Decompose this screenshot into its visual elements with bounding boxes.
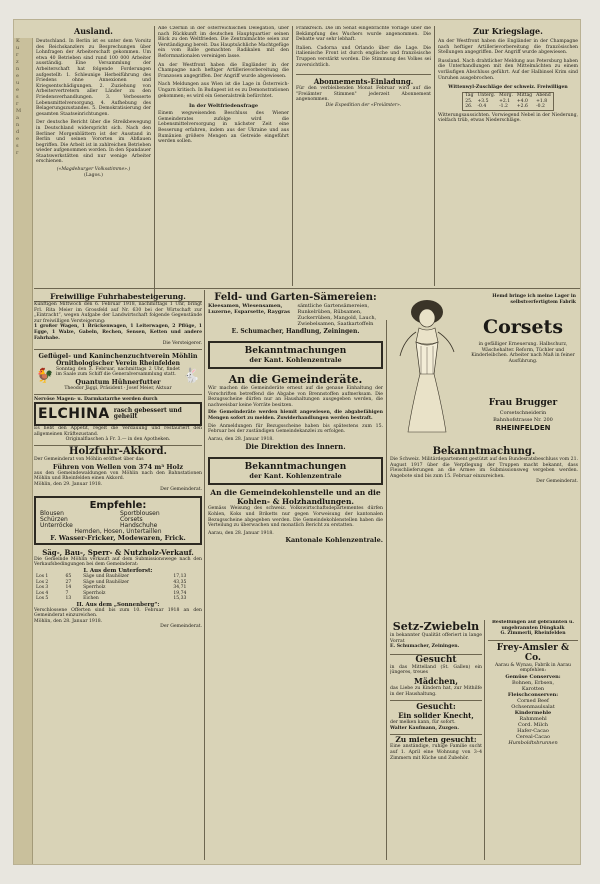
spine-letter: e xyxy=(16,73,19,79)
corsets-text: in gefälliger Erneuerung. Halbschurz, Wäschehalter. Reform, Tüchler und Kinderleibchen. Arbeiter nach Maß in feiner Ausführung. xyxy=(471,342,575,364)
spine-letter: M xyxy=(16,108,22,114)
news-note: (Lagos.) xyxy=(84,172,103,178)
gesucht-text-2: das Liebe zu Kindern hat, zur Mithilfe in der Haushaltung. xyxy=(390,685,482,697)
corsets-shop: Frau Brugger xyxy=(488,398,558,408)
empfehle-ad xyxy=(34,496,202,545)
spine-letter: r xyxy=(16,101,19,107)
subscription-notice xyxy=(296,74,431,108)
corsets-trade: Corsetschneiderin xyxy=(499,410,547,416)
corsets-city: RHEINFELDEN xyxy=(495,424,551,432)
frey-place: Aarau & Wynau, Fabrik in Aarau xyxy=(494,662,572,668)
seeds-body xyxy=(208,303,383,327)
notice-title: Bekanntmachungen xyxy=(244,462,347,473)
wood-title: Holzfuhr-Akkord. xyxy=(69,445,167,457)
frey-product: Ochsenmaulsalat xyxy=(511,703,555,710)
councils-title: An die Gemeinderäte. xyxy=(228,373,363,386)
bekannt-text: Die Schweiz. Militärdepartement gestützt auf den Bundesratsbeschluss vom 21. August 1917 über die Verpflegung der Truppen macht bekannt, dass Fleischlieferungen an die Armee im Submissionsweg vergeben werden. Angebote sind bis zum 15. Februar einzureichen. xyxy=(390,457,578,479)
column-rule xyxy=(386,320,387,860)
rent-text: Eine anständige, ruhige Familie sucht auf 1. April eine Wohnung von 3–4 Zimmern mit Küche und Zubehör. xyxy=(390,744,482,761)
corset-lady-illustration xyxy=(392,296,462,436)
table-cell: +2.1 xyxy=(499,98,511,104)
councils-date: Aarau, den 28. Januar 1918. xyxy=(208,436,274,442)
table-cell: Säge und Bauhölzer xyxy=(83,579,130,585)
saw-title: Säg-, Bau-, Sperr- & Nutzholz-Verkauf. xyxy=(42,547,194,557)
table-cell: Sperrholz xyxy=(83,590,106,596)
saw-ad xyxy=(34,548,202,630)
elchina-text: Es hebt den Appetit, regelt die Verdauung und restauriert den allgemeinen Kräftezustand. xyxy=(34,426,202,437)
fertilizer-title: Bestellungen auf gebrannten u. ungebrannten Düngkalk xyxy=(492,620,574,631)
saw-text: Die Gemeinde Möhlin verkauft auf dem Submissionswege nach den Verkaufsbedingungen bei dem Gemeinderat: xyxy=(34,556,202,568)
wood-bold: Führen von Wellen von 374 m³ Holz xyxy=(52,462,184,471)
spine-letter: n xyxy=(16,66,20,72)
frey-product: Rahmmehl xyxy=(519,715,547,722)
spine-letter: d xyxy=(16,129,20,135)
news-column-3 xyxy=(296,26,431,109)
table-cell: Los 1 xyxy=(36,574,49,580)
frey-ad xyxy=(488,640,578,746)
news-column-4 xyxy=(438,26,578,124)
coalwood-date: Aarau, den 28. Januar 1918. xyxy=(208,530,274,536)
rent-title: Zu mieten gesucht: xyxy=(390,734,482,744)
auction-items: 1 großer Wagen, 1 Brückenwagen, 1 Leiterwagen, 2 Pflüge, 1 Egge, 1 Walze, Gabeln, Rechen, Sensen, Ketten und andere Fahrhabe. xyxy=(34,324,202,341)
poultry-product: Quantum Hühnerfutter xyxy=(75,377,161,386)
table-cell: Sperrholz xyxy=(83,585,106,591)
saw-subheading: I. Aus dem Unterforst: xyxy=(83,568,153,575)
notice-subtitle: der Kant. Kohlenzentrale xyxy=(249,472,342,481)
table-cell: -0.2 xyxy=(536,104,545,110)
frey-title: Frey-Amsler & Co. xyxy=(496,642,570,663)
saw-signer: Der Gemeinderat. xyxy=(160,624,202,630)
news-paragraph: Einem wegweisenden Beschluss des Wiener Gemeinderates zufolge wird die Lebensmittelversorgung in nächster Zeit eine Besserung erfahren, indem aus der Ukraine und aus Rumänien größere Mengen an Getreide eingeführt werden sollen. xyxy=(158,111,289,145)
frey-product: Cord. Milch xyxy=(518,721,548,728)
table-cell: 25. xyxy=(465,98,473,104)
table-cell: -1.2 xyxy=(499,104,508,110)
gesucht2-title: Gesucht: xyxy=(390,700,482,711)
list-item: Schürzen xyxy=(40,515,68,523)
frey-product: Corned Beef xyxy=(517,697,549,704)
gesucht2-contact: Walter Kaufmann, Zuzgen. xyxy=(390,725,459,731)
table-cell: 17,13 xyxy=(173,574,187,580)
spine-letter: a xyxy=(16,115,19,121)
frey-product: Gemüse Conserven: xyxy=(505,673,561,680)
corsets-address: Bahnhofstrasse Nr. 200 xyxy=(493,417,553,423)
list-item: Sportblousen xyxy=(120,509,160,517)
onions-vendor: E. Schumacher, Zeiningen. xyxy=(390,644,460,650)
news-paragraph: Italien. Cadorna und Orlando über die Lage. Die italienische Front ist durch englische und französische Truppen verstärkt worden. Die Stimmung des Volkes sei zuversichtlich. xyxy=(296,45,431,68)
frey-product: Fleischconserven: xyxy=(507,691,559,698)
frey-intro: empfehlen: xyxy=(519,668,547,674)
elchina-price: Originalflaschen à Fr. 3.— in den Apotheken. xyxy=(65,437,171,443)
news-column-2 xyxy=(158,26,289,145)
seeds-vendor: E. Schumacher, Handlung, Zeiningen. xyxy=(231,328,360,335)
weather-forecast: Witterungsaussichten. Vorwiegend Nebel in der Niederung, vielfach trüb, etwas Niederschläge. xyxy=(438,112,578,124)
table-cell: +3.5 xyxy=(477,98,489,104)
temperature-table xyxy=(462,92,553,111)
empfehle-shop-line xyxy=(40,535,196,541)
news-paragraph: Der deutsche Bericht über die Streikbewegung in Deutschland widerspricht sich. Nach den Berliner Morgenblättern ist der Ausstand in Berlin und seinen Vororten im Abflauen begriffen. Die Arbeit ist in zahlreichen Betrieben wieder aufgenommen worden. In den Spandauer Staatswerkstätten sind nur wenige Arbeiter erschienen. xyxy=(36,120,151,165)
gesucht2-role: Ein solider Knecht, xyxy=(398,711,474,721)
poultry-title: Geflügel- und Kaninchenzuchtverein Möhlin xyxy=(38,351,198,360)
column-rule xyxy=(204,290,205,860)
auction-title: Freiwillige Fuhrhabesteigerung. xyxy=(34,292,202,302)
table-cell: 26. xyxy=(465,104,473,110)
wood-text-2: aus den Gemeindewaldungen von Möhlin nach den Bahnstationen Möhlin und Rheinfelden einen Akkord. xyxy=(34,470,202,482)
wood-text: Der Gemeinderat von Möhlin eröffnet über das xyxy=(34,456,144,462)
notice-coal-1 xyxy=(208,341,383,369)
column-rule xyxy=(292,26,293,286)
councils-paragraph: Die Anmeldungen für Bezugsscheine haben bis spätestens zum 15. Februar bei der zuständigen Gemeindekanzlei zu erfolgen. xyxy=(208,423,383,435)
table-row xyxy=(463,104,553,110)
frey-product: Karotten xyxy=(521,685,545,692)
table-cell: 27 xyxy=(65,579,72,585)
gesucht-title: Gesucht xyxy=(390,654,482,665)
spine-letter: s xyxy=(16,94,19,100)
table-cell: 14 xyxy=(65,585,72,591)
ads-middle-column xyxy=(208,292,383,544)
spine-letter: u xyxy=(16,80,20,86)
poultry-text: Sonntag den 3. Februar, nachmittags 2 Uhr, findet im Saale zum Schiff die Generalversammlung statt. xyxy=(56,366,180,378)
table-cell: Los 2 xyxy=(36,579,49,585)
poultry-ad xyxy=(34,349,202,395)
ads-right-column xyxy=(390,446,578,485)
rabbit-icon: 🐇 xyxy=(182,367,200,384)
news-paragraph: Alle Czernin in der österreichischen Delegation, über nach Rückkunft im deutschen Hauptquartier seinen Blick zu den Weltfrieden. Die Zentralmächte seien zur Verständigung bereit. Das Hauptsächliche Machtgefüge ein vom Balle gemachten Radikalen mit den Reformnationalen vereinigen lasse. xyxy=(158,26,289,59)
elchina-claim: rasch gebessert und geheilt xyxy=(113,407,182,421)
column-rule xyxy=(484,620,485,860)
coalwood-signer: Kantonale Kohlenzentrale. xyxy=(285,536,383,545)
list-item: Handschuhe xyxy=(120,521,158,529)
gesucht2-text: der melken kann, für sofort. xyxy=(390,720,456,726)
table-cell: +1.8 xyxy=(536,98,548,104)
list-item: Corsets xyxy=(120,515,143,523)
page-spine xyxy=(14,38,33,864)
elchina-intro: Nervöse Magen- u. Darmkatarrhe werden durch xyxy=(34,396,158,402)
wood-date: Möhlin, den 29. Januar 1918. xyxy=(34,481,103,487)
elchina-ad xyxy=(34,402,202,426)
news-source: («Magdeburger Volksstimme».) xyxy=(56,167,131,173)
poultry-contacts: Theodor Jäggi, Präsident · Josef Meier, Aktuar xyxy=(64,385,172,391)
subscription-text: Für den verbleibenden Monat Februar wird auf die "Freiämter Stimmen" jederzeit Abonnement angenommen. xyxy=(296,86,431,103)
spine-letter: s xyxy=(16,143,19,149)
table-cell: +2.6 xyxy=(516,104,528,110)
list-item: Hemden, Hosen, Untertaillen xyxy=(74,527,162,535)
table-cell: 34,71 xyxy=(173,585,187,591)
temperature-table-title: Wittenwyl-Zuschläge der schweiz. Freiwilligen xyxy=(448,85,568,91)
ads-right-sub-left xyxy=(390,620,482,761)
spine-letter: r xyxy=(16,150,19,156)
spine-letter: e xyxy=(16,87,19,93)
table-cell: 13 xyxy=(65,596,72,602)
news-paragraph: An der Westfront haben die Engländer in der Champagne nach heftiger Artillerievorbereitung die Franzosen angegriffen. Der Angriff wurde abgewiesen. xyxy=(158,62,289,79)
poultry-subtitle: Ornithologischer Verein Rheinfelden xyxy=(56,359,180,367)
spine-letter: e xyxy=(16,136,19,142)
onions-text: in bekannter Qualität offeriert in lange Vorrat xyxy=(390,633,482,644)
spine-letter: r xyxy=(16,52,19,58)
spine-letter: z xyxy=(16,59,19,65)
table-cell: Eichen xyxy=(83,596,99,602)
news-paragraph: An der Westfront haben die Engländer in der Champagne nach heftiger Artillerievorbereitung die französischen Stellungen angegriffen. Der Angriff wurde abgewiesen. xyxy=(438,39,578,56)
table-cell: 15,33 xyxy=(173,596,187,602)
seeds-list-right: sämtliche Gartensämereien, Runkelrüben, Rübsamen, Zuckerrüben, Mangold, Lauch, Zwiebelsamen, Saatkartoffeln xyxy=(297,303,377,327)
list-item: Unterröcke xyxy=(40,521,73,529)
empfehle-city: Modewaren, Frick. xyxy=(117,533,186,542)
section-heading: Zur Kriegslage. xyxy=(473,26,543,36)
section-rule xyxy=(34,288,580,289)
frey-product: Kindermehle xyxy=(514,709,552,716)
councils-paragraph: Die Gemeinderäte werden hiemit angewiesen, die abgabefähigen Mengen sofort zu melden. Zuwiderhandlungen werden bestraft. xyxy=(208,410,383,421)
news-paragraph: Nach Meldungen aus Wien ist die Lage in Österreich-Ungarn kritisch. In Budapest ist es zu Demonstrationen gekommen; es wird ein Generalstreik befürchtet. xyxy=(158,82,289,99)
news-paragraph: Deutschland. In Berlin ist es unter dem Vorsitz des Reichskanzlers zu Besprechungen über Lohnfragen der Arbeiterschaft gekommen. Um etwa 40 Betrieben sind rund 100 000 Arbeiter ausständig. Eine Versammlung der Arbeiterschaft hat folgende Forderungen aufgestellt: 1. Schleunige Herbeiführung des Friedens ohne Annexionen und Kriegsentschädigungen. 2. Zuziehung von Arbeitervertretern aller Länder zu den Friedensverhandlungen. 3. Verbesserte Lebensmittelversorgung. 4. Aufhebung des Belagerungszustandes. 5. Demokratisierung der gesamten Staatseinrichtungen. xyxy=(36,39,151,117)
corset-ad xyxy=(390,292,578,442)
saw-subheading-2: II. Aus dem „Sonnenberg“: xyxy=(76,601,160,608)
elchina-brand: ELCHINA xyxy=(38,406,110,423)
table-header: Mittag xyxy=(516,93,533,99)
table-cell: Säge und Bauhölzer xyxy=(83,574,130,580)
saw-text-2: Verschlossene Offerten sind bis zum 10. Februar 1918 an den Gemeinderat einzureichen. xyxy=(34,607,202,619)
empfehle-shop: F. Wasser-Fricker, xyxy=(50,533,116,542)
table-cell: -0.4 xyxy=(477,104,487,110)
table-cell: 43,35 xyxy=(173,579,187,585)
table-cell: 19,74 xyxy=(173,590,187,596)
spine-letter: u xyxy=(16,45,20,51)
spine-letter: n xyxy=(16,122,20,128)
rooster-icon: 🐓 xyxy=(36,367,54,384)
spine-letter: K xyxy=(16,38,20,44)
empfehle-list xyxy=(40,511,196,529)
notice-coal-2 xyxy=(208,457,383,485)
list-item: Blousen xyxy=(40,509,64,517)
table-cell: Los 3 xyxy=(36,585,49,591)
coalwood-text: Gemäss Weisung des schweiz. Volkswirtschaftsdepartementes dürfen Kohlen, Koks und Briketts nur gegen Vorweisung der kantonalen Bezugsscheine abgegeben werden. Die Gemeindekohlenstellen haben die Verteilung zu überwachen und monatlich Bericht zu erstatten. xyxy=(208,506,383,529)
ads-right-sub-right xyxy=(488,620,578,746)
news-column-1 xyxy=(36,26,151,178)
wood-ad xyxy=(34,445,202,493)
onions-title: Setz-Zwiebeln xyxy=(392,620,480,633)
frey-product: Bohnen, Erbsen, xyxy=(511,679,555,686)
frey-footer: Humboldtsbrunnen xyxy=(508,739,558,746)
councils-signer: Die Direktion des Innern. xyxy=(245,442,346,452)
notice-title: Bekanntmachungen xyxy=(244,346,347,356)
section-heading: Ausland. xyxy=(74,26,113,36)
news-paragraph: Frankreich. Die im Senat eingebrachte Vorlage über die Bekämpfung des Wuchers wurde angenommen. Die Debatte war sehr lebhaft. xyxy=(296,26,431,43)
councils-paragraph: Wir machen die Gemeinderäte erneut auf die genaue Einhaltung der Vorschriften betreffend die Abgabe von Brennstoffen aufmerksam. Die Bezugsscheine dürfen nur an Haushaltungen ausgegeben werden, die nachweisbar keine Vorräte besitzen. xyxy=(208,386,383,408)
corset-intro: Hemd bringe ich meine Lager in selbstverfertigtem Fabrik xyxy=(492,294,576,305)
column-rule xyxy=(434,26,435,286)
table-header: Morg. xyxy=(499,93,513,99)
ads-left-column xyxy=(34,292,202,630)
table-cell: Los 4 xyxy=(36,590,49,596)
table-header: Unterg. xyxy=(477,93,496,99)
frey-product: Cereal-Cacao xyxy=(515,733,550,740)
seeds-list-left: Kleesamen, Wiesensamen, Luzerne, Esparsette, Raygras xyxy=(208,303,290,315)
saw-table xyxy=(34,574,202,602)
empfehle-title: Empfehle: xyxy=(89,499,147,511)
gesucht-role: Mädchen, xyxy=(413,675,458,686)
table-cell: +4.0 xyxy=(516,98,528,104)
wood-signer: Der Gemeinderat. xyxy=(160,487,202,493)
subscription-title: Abonnements-Einladung. xyxy=(313,77,414,87)
auction-text: Künftigen Mittwoch den 6. Februar 1918, nachmittags 1 Uhr, bringt Frl. Rita Meier im Grossfeld auf Nr. 630 bei der Wirtschaft zur „Eintracht“, wegen Aufgabe der Landwirtschaft folgende Gegenstände zur freiwilligen Versteigerung: xyxy=(34,302,202,324)
table-cell: 7 xyxy=(65,590,69,596)
news-subheading: In der Weltfriedensfrage xyxy=(188,103,259,110)
notice-subtitle: der Kant. Kohlenzentrale xyxy=(249,356,342,364)
news-paragraph: Russland. Nach drahtlicher Meldung aus Petersburg haben die Unterhandlungen mit den Mittelmächten zu einem vorläufigen Abschluss geführt. Auf der Halbinsel Krim sind Unruhen ausgebrochen. xyxy=(438,58,578,81)
seeds-title: Feld- und Garten-Sämereien: xyxy=(214,292,377,303)
corsets-title: Corsets xyxy=(482,316,564,338)
subscription-publisher: Die Expedition der «Freiämter». xyxy=(325,102,402,108)
auction-signer: Die Versteigerer. xyxy=(162,341,202,347)
column-rule xyxy=(154,26,155,296)
coalwood-title: An die Gemeindekohlenstelle und an die Kohlen- & Holzhandlungen. xyxy=(210,488,381,507)
fertilizer-vendor: G. Zimmerli, Rheinfelden xyxy=(500,631,566,637)
bekannt-title: Bekanntmachung. xyxy=(432,446,536,457)
gesucht-text: in das Mittelland (St. Gallen) ein jüngeres, treues xyxy=(390,664,482,676)
saw-date: Möhlin, den 28. Januar 1918. xyxy=(34,618,103,624)
newspaper-page xyxy=(14,20,580,864)
frey-product: Hafer-Cacao xyxy=(517,727,549,734)
table-header: Tag xyxy=(465,93,474,99)
table-header: Abend xyxy=(536,93,551,99)
bekannt-signer: Der Gemeinderat. xyxy=(536,479,578,485)
table-cell: Los 5 xyxy=(36,596,49,602)
table-cell: 65 xyxy=(65,574,72,580)
